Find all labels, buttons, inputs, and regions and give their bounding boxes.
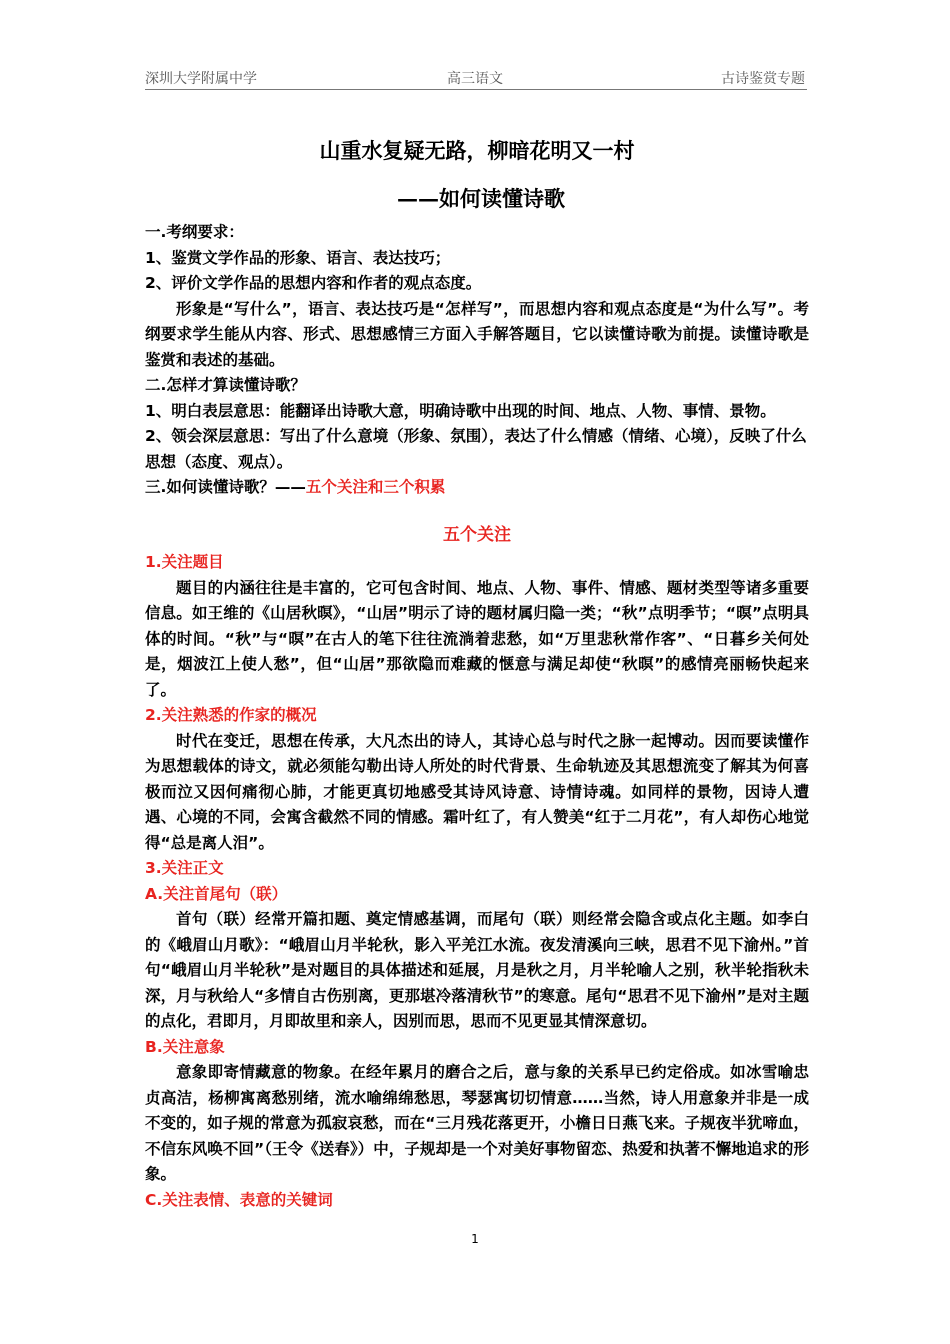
document-subtitle: ——如何读懂诗歌 xyxy=(397,186,565,211)
header-topic: 古诗鉴赏专题 xyxy=(721,71,805,87)
focusC-heading: C.关注表情、表意的关键词 xyxy=(145,1190,333,1209)
focus2-heading: 2.关注熟悉的作家的概况 xyxy=(145,706,317,724)
header-divider xyxy=(145,89,807,90)
focusA-paragraph: 首句（联）经常开篇扣题、奠定情感基调，而尾句（联）则经常会隐含或点化主题。如李白的《峨眉山月歌》：“峨眉山月半轮秋，影入平羌江水流。夜发清溪向三峡，思君不见下渝州。”首句“峨眉山月半轮秋”是对题目的具体描述和延展，月是秋之月，月半轮喻人之别，秋半轮指秋未深，月与秋给人“多情自古伤别离，更那堪冷落清秋节”的寒意。尾句“思君不见下渝州”是对主题的点化，君即月，月即故里和亲人，因别而思，思而不见更显其情深意切。 xyxy=(145,910,809,1030)
focusA-heading: A.关注首尾句（联） xyxy=(145,884,288,903)
focus1-heading: 1.关注题目 xyxy=(145,553,224,571)
section2-item1: 1、明白表层意思：能翻译出诗歌大意，明确诗歌中出现的时间、地点、人物、事情、景物。 xyxy=(145,401,776,420)
section1-paragraph: 形象是“写什么”，语言、表达技巧是“怎样写”，而思想内容和观点态度是“为什么写”。考纲要求学生能从内容、形式、思想感情三方面入手解答题目，它以读懂诗歌为前提。读懂诗歌是鉴赏和表述的基础。 xyxy=(145,299,809,369)
header-school: 深圳大学附属中学 xyxy=(145,71,257,87)
document-title: 山重水复疑无路，柳暗花明又一村 xyxy=(319,138,635,163)
section3-heading xyxy=(145,475,809,501)
section3-heading-highlight: 五个关注和三个积累 xyxy=(305,478,446,496)
section2-heading: 二.怎样才算读懂诗歌？ xyxy=(145,376,306,394)
page-number: 1 xyxy=(471,1232,479,1246)
section1-item2: 2、评价文学作品的思想内容和作者的观点态度。 xyxy=(145,274,482,292)
document-body xyxy=(145,136,809,1213)
section1-heading: 一.考纲要求： xyxy=(145,223,244,241)
focusB-paragraph: 意象即寄情藏意的物象。在经年累月的磨合之后，意与象的关系早已约定俗成。如冰雪喻忠贞高洁，杨柳寓离愁别绪，流水喻绵绵愁思，琴瑟寓切切情意……当然，诗人用意象并非是一成不变的，如子规的常意为孤寂哀愁，而在“三月残花落更开，小檐日日燕飞来。子规夜半犹啼血，不信东风唤不回”（王令《送春》）中，子规却是一个对美好事物留恋、热爱和执著不懈地追求的形象。 xyxy=(145,1063,809,1183)
focus3-heading: 3.关注正文 xyxy=(145,859,224,877)
focusB-heading: B.关注意象 xyxy=(145,1037,225,1056)
header-subject: 高三语文 xyxy=(447,71,503,87)
focus1-paragraph: 题目的内涵往往是丰富的，它可包含时间、地点、人物、事件、情感、题材类型等诸多重要信息。如王维的《山居秋暝》，“山居”明示了诗的题材属归隐一类；“秋”点明季节；“暝”点明具体的时间。“秋”与“暝”在古人的笔下往往流淌着悲愁，如“万里悲秋常作客”、“日暮乡关何处是，烟波江上使人愁”，但“山居”那欲隐而难藏的惬意与满足却使“秋暝”的感情亮丽畅快起来了。 xyxy=(145,578,810,699)
focus2-paragraph: 时代在变迁，思想在传承，大凡杰出的诗人，其诗心总与时代之脉一起博动。因而要读懂作为思想载体的诗文，就必须能勾勒出诗人所处的时代背景、生命轨迹及其思想流变了解其为何喜极而泣又因何痛彻心肺，才能更真切地感受其诗风诗意、诗情诗魂。如同样的景物，因诗人遭遇、心境的不同，会寓含截然不同的情感。霜叶红了，有人赞美“红于二月花”，有人却伤心地觉得“总是离人泪”。 xyxy=(145,731,809,852)
section1-item1: 1、鉴赏文学作品的形象、语言、表达技巧； xyxy=(145,248,451,267)
section2-item2: 2、领会深层意思：写出了什么意境（形象、氛围），表达了什么情感（情绪、心境），反映了什么思想（态度、观点）。 xyxy=(145,427,807,471)
section3-heading-prefix: 三.如何读懂诗歌？—— xyxy=(145,478,306,496)
five-focus-title: 五个关注 xyxy=(443,524,511,545)
